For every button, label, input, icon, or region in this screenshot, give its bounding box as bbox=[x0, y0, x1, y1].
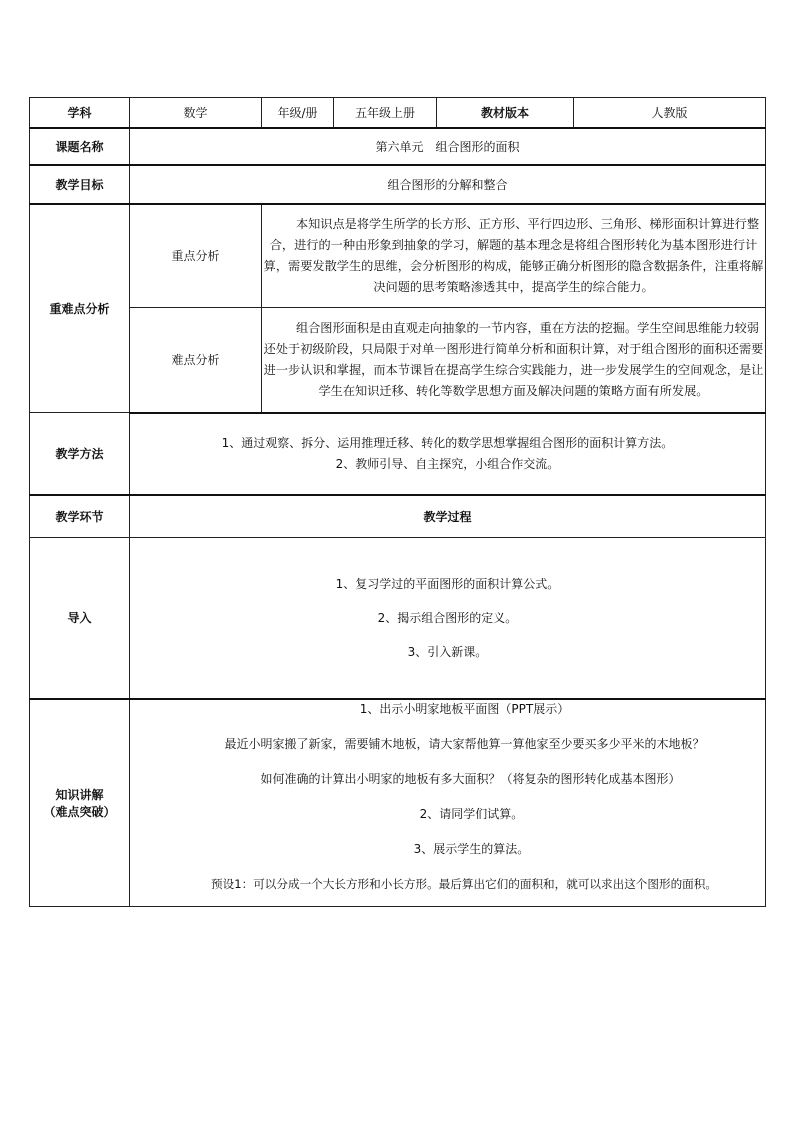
lesson-title-value: 第六单元 组合图形的面积 bbox=[130, 128, 766, 165]
intro-row bbox=[30, 538, 766, 699]
key-analysis-text-content: 本知识点是将学生所学的长方形、正方形、平行四边形、三角形、梯形面积计算进行整合，进行的一种由形象到抽象的学习，解题的基本理念是将组合图形转化为基本图形进行计算，需要发散学生的思维，会分析图形的构成，能够正确分析图形的隐含数据条件，注重将解决问题的思考策略渗透其中，提高学生的综合能力。 bbox=[263, 216, 764, 294]
knowledge-line: 最近小明家搬了新家，需要铺木地板，请大家帮他算一算他家至少要买多少平米的木地板？ bbox=[224, 736, 705, 751]
process-label: 教学环节 bbox=[30, 495, 130, 538]
subject-value: 数学 bbox=[130, 98, 262, 128]
intro-item: 3、引入新课。 bbox=[407, 644, 488, 659]
knowledge-row bbox=[30, 699, 766, 907]
hard-analysis-text-content: 组合图形面积是由直观走向抽象的一节内容，重在方法的挖掘。学生空间思维能力较弱还处于初级阶段，只局限于对单一图形进行简单分析和面积计算，对于组合图形的面积还需要进一步认识和掌握，而本节课旨在提高学生综合实践能力，进一步发展学生的空间观念，是让学生在知识迁移、转化等数学思想方面及解决问题的策略方面有所发展。 bbox=[263, 320, 764, 398]
goal-value: 组合图形的分解和整合 bbox=[130, 165, 766, 204]
grade-value: 五年级上册 bbox=[334, 98, 437, 128]
knowledge-line: 如何准确的计算出小明家的地板有多大面积？（将复杂的图形转化成基本图形） bbox=[260, 771, 681, 786]
edition-value: 人教版 bbox=[574, 98, 766, 128]
knowledge-label-line2: （难点突破） bbox=[43, 804, 116, 819]
lesson-title-label: 课题名称 bbox=[30, 128, 130, 165]
grade-label: 年级/册 bbox=[262, 98, 334, 128]
goal-label: 教学目标 bbox=[30, 165, 130, 204]
key-analysis-label: 重点分析 bbox=[130, 204, 262, 308]
knowledge-label bbox=[30, 699, 130, 907]
header-row bbox=[30, 98, 766, 128]
method-item: 2、教师引导、自主探究，小组合作交流。 bbox=[335, 456, 560, 471]
analysis-label: 重难点分析 bbox=[30, 204, 130, 413]
hard-analysis-text bbox=[262, 308, 766, 413]
process-header-row bbox=[30, 495, 766, 538]
intro-item: 1、复习学过的平面图形的面积计算公式。 bbox=[335, 576, 560, 591]
key-analysis-text bbox=[262, 204, 766, 308]
knowledge-line: 3、展示学生的算法。 bbox=[413, 841, 530, 856]
goal-row bbox=[30, 165, 766, 204]
intro-list bbox=[130, 538, 766, 699]
key-analysis-row bbox=[30, 204, 766, 308]
knowledge-content bbox=[130, 699, 766, 907]
edition-label: 教材版本 bbox=[437, 98, 574, 128]
method-item: 1、通过观察、拆分、运用推理迁移、转化的数学思想掌握组合图形的面积计算方法。 bbox=[221, 435, 674, 450]
hard-analysis-label: 难点分析 bbox=[130, 308, 262, 413]
subject-label: 学科 bbox=[30, 98, 130, 128]
methods-list bbox=[130, 413, 766, 495]
lesson-plan-table bbox=[29, 97, 766, 907]
hard-analysis-row bbox=[30, 308, 766, 413]
methods-row bbox=[30, 413, 766, 495]
process-value: 教学过程 bbox=[130, 495, 766, 538]
knowledge-line: 1、出示小明家地板平面图（PPT展示） bbox=[359, 701, 570, 716]
lesson-title-row bbox=[30, 128, 766, 165]
intro-label: 导入 bbox=[30, 538, 130, 699]
knowledge-label-line1: 知识讲解 bbox=[55, 787, 104, 802]
intro-item: 2、揭示组合图形的定义。 bbox=[377, 610, 518, 625]
knowledge-line: 2、请同学们试算。 bbox=[419, 806, 524, 821]
methods-label: 教学方法 bbox=[30, 413, 130, 495]
knowledge-line: 预设1：可以分成一个大长方形和小长方形。最后算出它们的面积和，就可以求出这个图形的面积。 bbox=[211, 876, 717, 891]
